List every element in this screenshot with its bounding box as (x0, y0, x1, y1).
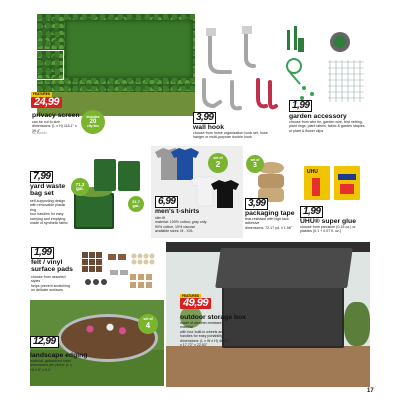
bullet: material: galvanized steel (30, 359, 71, 363)
privacy-screen-title: privacy screen (32, 112, 80, 119)
bullet: choose from assorted styles (31, 275, 66, 284)
bullet: with four built-in wheels and handles for easy portability (180, 329, 225, 339)
privacy-screen-roll-image (36, 50, 64, 80)
bullet: material: 100% cotton; gray only: 90% cotton, 10% viscose (155, 220, 208, 229)
yard-waste-bullets (30, 199, 70, 226)
bullet: choose from precision (0.15 oz.) or plastics (0.1 + 0.07 fl. oz.) (300, 225, 356, 234)
fence-panel (65, 20, 193, 78)
tshirt-set-badge (208, 153, 228, 173)
price-value: 24,99 (34, 96, 60, 108)
glue-card-2 (334, 166, 360, 200)
badge-unit: gal. (76, 186, 84, 191)
glue-brand: UHU (307, 169, 318, 175)
badge-line1: includes (86, 114, 100, 119)
bullet: dimensions: (L x H) 118.1" x 39.4" (32, 124, 77, 133)
tshirt-price: 6,99 (155, 196, 178, 208)
plant-right (344, 302, 370, 346)
bullet: available sizes: M - XXL (155, 229, 194, 234)
edging-bullets (30, 359, 76, 372)
page-number: 17 (367, 388, 374, 394)
set-label: set of (143, 317, 153, 322)
tshirt-bullets (155, 216, 213, 234)
capacity-badge-small (128, 196, 144, 212)
wall-hook-price: 3,99 (193, 112, 216, 124)
glue-tube-3 (340, 184, 354, 194)
garden-accessory-price: 1,99 (289, 100, 312, 112)
glue-bullets (300, 225, 366, 234)
wall-hook-image (196, 22, 280, 114)
bullet: dimensions: (L x W x H) 46.85" x 17.72" x 22.83" (180, 338, 230, 348)
bullet: made of weather-resistant material (180, 321, 222, 330)
garden-accessory-image (284, 24, 368, 110)
bullet: choose from home organization hook set, hose hanger or multi-purpose double hook (193, 131, 268, 140)
privacy-screen-price (31, 97, 62, 108)
tshirt-title: men's t-shirts (155, 208, 200, 215)
set-count: 2 (215, 159, 221, 169)
felt-pads-image (80, 250, 162, 298)
bullet: dimensions per piece: (L x H) 3.9" x 5.1" (30, 363, 72, 372)
tape-set-badge (246, 155, 264, 173)
bullet: helps prevent scratching on delicate surfaces (31, 283, 70, 293)
edging-title: landscape edging (30, 352, 88, 359)
fine-print: No. 3XXXXX (32, 132, 47, 135)
bullet: self-supporting design with removable plastic ring (30, 199, 66, 212)
badge-line3: clip ties (87, 124, 99, 128)
clip-ties-badge (81, 110, 105, 134)
bullet: slim fit (155, 216, 166, 220)
glue-card-1 (304, 166, 330, 200)
glue-tube-2 (338, 174, 356, 180)
flowers (80, 320, 130, 338)
bullet: dimensions: 72.17 yd. x 1.96" (245, 225, 293, 230)
storage-box-title: outdoor storage box (180, 314, 247, 321)
edging-price: 12,99 (30, 336, 59, 348)
capacity-badge-large (71, 178, 89, 196)
set-count: 3 (253, 162, 257, 170)
medium-bag (94, 159, 116, 191)
felt-pads-title (31, 259, 77, 274)
garden-accessory-title: garden accessory (289, 113, 347, 120)
felt-pads-price: 1,99 (31, 247, 54, 259)
small-bag (118, 161, 140, 191)
set-label: set of (213, 156, 223, 161)
edging-set-badge (138, 314, 158, 334)
storage-box-price: 49,99 (180, 298, 211, 309)
storage-box-lid (215, 248, 353, 288)
glue-price: 1,99 (300, 206, 323, 218)
patio-floor (166, 346, 370, 387)
badge-value: 71.3 (75, 181, 85, 187)
title-text: felt / vinyl surface pads (31, 259, 73, 274)
pads-drawing (80, 250, 162, 298)
yard-waste-title (30, 183, 68, 198)
garden-accessory-bullets (289, 120, 367, 133)
set-count: 4 (145, 320, 151, 330)
featured-tag: FEATURED (182, 294, 200, 298)
bullet: choose from wire tie, garden wire, bird netting, plant rings, plant labels, fabric & garden staples or plant & flower clips (289, 120, 365, 133)
garden-accessories-drawing (284, 24, 368, 110)
wall-hook-bullets (193, 131, 275, 140)
glue-tube (312, 178, 320, 196)
tape-price: 3,99 (245, 198, 268, 210)
tape-roll-2 (258, 174, 284, 188)
yard-waste-price: 7,99 (30, 171, 53, 183)
bullet: four handles for easy carrying and emptying (30, 212, 66, 221)
badge-unit: gal. (132, 203, 140, 208)
storage-box-bullets (180, 321, 232, 348)
bullet: tear-resistant with high tack adhesive (245, 217, 289, 226)
set-label: set of (250, 157, 260, 162)
bullet: can be cut to size (32, 120, 60, 124)
tape-title: packaging tape (245, 210, 295, 217)
glue-image (300, 166, 368, 208)
glue-title: UHU® super glue (300, 218, 356, 225)
bullet: made of synthetic fabric (30, 221, 68, 226)
title-text: yard waste bag set (30, 183, 66, 198)
badge-line2: 20 (89, 119, 97, 125)
wall-hook-title: wall hook (193, 124, 224, 131)
hook-drawing (196, 22, 280, 114)
featured-tag: FEATURED (33, 92, 51, 96)
badge-value: 31.7 (132, 199, 140, 204)
tape-bullets (245, 217, 295, 230)
felt-pads-bullets (31, 275, 73, 293)
large-bag (74, 193, 114, 229)
